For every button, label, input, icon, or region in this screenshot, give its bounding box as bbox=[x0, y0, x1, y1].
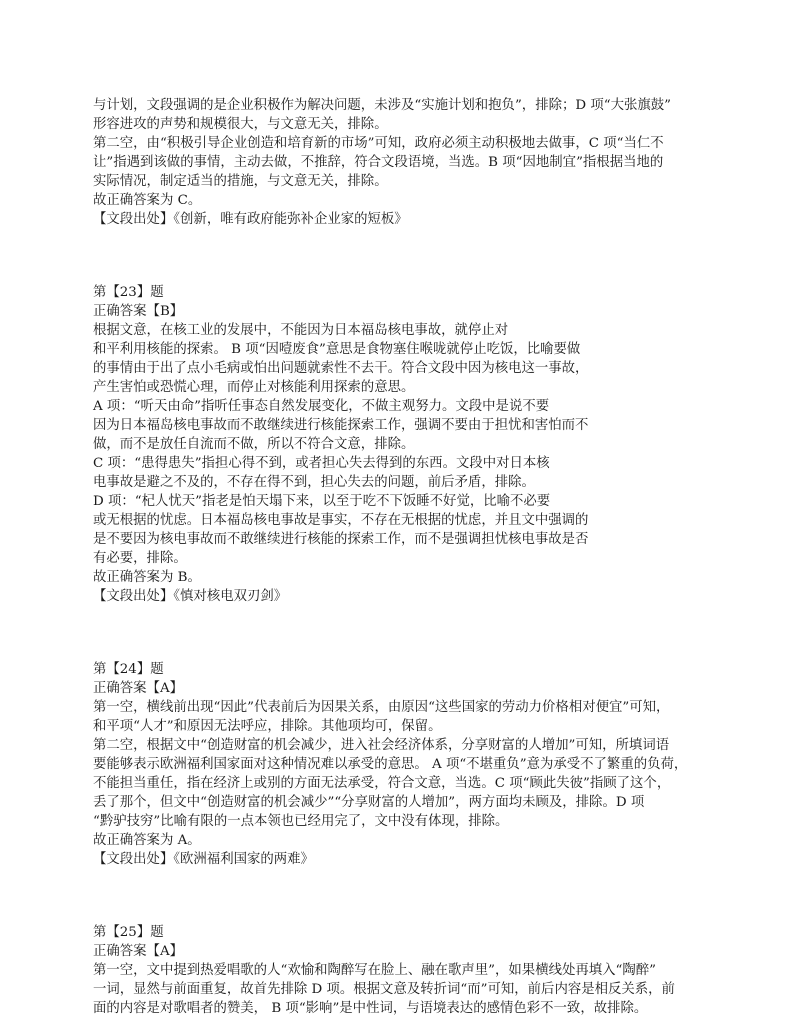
intro-line: 与计划，文段强调的是企业积极作为解决问题，未涉及“实施计划和抱负”，排除；D 项“大张旗鼓” bbox=[93, 98, 671, 113]
question-23-line: 做，而不是放任自流而不做，所以不符合文意，排除。 bbox=[93, 437, 415, 452]
question-23-correct-answer: 正确答案【B】 bbox=[93, 304, 184, 319]
question-24-source: 【文段出处】《欧洲福利国家的两难》 bbox=[93, 852, 314, 867]
question-23-line: 产生害怕或恐慌心理，而停止对核能利用探索的意思。 bbox=[93, 380, 415, 395]
intro-source: 【文段出处】《创新，唯有政府能弥补企业家的短板》 bbox=[93, 212, 408, 227]
question-23-title: 第【23】题 bbox=[93, 285, 164, 300]
question-23-line: D 项：“杞人忧天”指老是怕天塌下来，以至于吃不下饭睡不好觉，比喻不必要 bbox=[93, 494, 551, 509]
question-24-correct-answer: 正确答案【A】 bbox=[93, 681, 184, 696]
question-25-section bbox=[93, 923, 733, 1018]
intro-section bbox=[93, 96, 733, 229]
question-24-line: 不能担当重任，指在经济上或别的方面无法承受，符合文意，当选。C 项“顾此失彼”指顾了这个， bbox=[93, 776, 671, 791]
question-23-line: 因为日本福岛核电事故而不敢继续进行核能探索工作，强调不要由于担忧和害怕而不 bbox=[93, 418, 589, 433]
question-23-line: C 项：“患得患失”指担心得不到，或者担心失去得到的东西。文段中对日本核 bbox=[93, 456, 550, 471]
question-23-line: 是不要因为核电事故而不敢继续进行核能的探索工作，而不是强调担忧核电事故是否 bbox=[93, 532, 589, 547]
question-25-line: 一词，显然与前面重复，故首先排除 D 项。根据文意及转折词“而”可知，前后内容是相反关系，前 bbox=[93, 982, 675, 997]
intro-line: 实际情况，制定适当的措施，与文意无关，排除。 bbox=[93, 174, 388, 189]
question-23-source: 【文段出处】《慎对核电双刃剑》 bbox=[93, 589, 288, 604]
question-25-line: 面的内容是对歌唱者的赞美， B 项“影响”是中性词，与语境表达的感情色彩不一致，故排除。 bbox=[93, 1001, 648, 1016]
question-25-title: 第【25】题 bbox=[93, 925, 164, 940]
question-23-line: 根据文意，在核工业的发展中，不能因为日本福岛核电事故，就停止对 bbox=[93, 323, 509, 338]
question-24-line: “黔驴技穷”比喻有限的一点本领也已经用完了，文中没有体现，排除。 bbox=[93, 814, 509, 829]
question-23-line: 电事故是避之不及的，不存在得不到，担心失去的问题，前后矛盾，排除。 bbox=[93, 475, 535, 490]
answer-explanations-page bbox=[93, 96, 733, 1018]
question-24-answer: 故正确答案为 A。 bbox=[93, 833, 201, 848]
intro-line: 让”指遇到该做的事情，主动去做，不推辞，符合文段语境，当选。B 项“因地制宜”指根据当地的 bbox=[93, 155, 664, 170]
question-23-line: A 项：“听天由命”指听任事态自然发展变化，不做主观努力。文段中是说不要 bbox=[93, 399, 550, 414]
question-23-line: 的事情由于出了点小毛病或怕出问题就索性不去干。符合文段中因为核电这一事故， bbox=[93, 361, 589, 376]
question-24-line: 第二空，根据文中“创造财富的机会减少，进入社会经济体系，分享财富的人增加”可知，所填词语 bbox=[93, 738, 670, 753]
question-24-line: 丢了那个，但文中“创造财富的机会减少”“分享财富的人增加”，两方面均未顾及，排除。D 项 bbox=[93, 795, 645, 810]
question-25-correct-answer: 正确答案【A】 bbox=[93, 944, 184, 959]
question-24-line: 和平项“人才”和原因无法呼应，排除。其他项均可，保留。 bbox=[93, 719, 442, 734]
question-23-section bbox=[93, 283, 733, 606]
question-24-title: 第【24】题 bbox=[93, 662, 164, 677]
question-23-line: 或无根据的忧虑。日本福岛核电事故是事实，不存在无根据的忧虑，并且文中强调的 bbox=[93, 513, 589, 528]
intro-line: 形容进攻的声势和规模很大，与文意无关，排除。 bbox=[93, 117, 388, 132]
question-24-line: 要能够表示欧洲福利国家面对这种情况难以承受的意思。 A 项“不堪重负”意为承受不了繁重的负荷， bbox=[93, 757, 688, 772]
question-25-line: 第一空，文中提到热爱唱歌的人“欢愉和陶醉写在脸上、融在歌声里”，如果横线处再填入“陶醉” bbox=[93, 963, 657, 978]
intro-line: 第二空，由“积极引导企业创造和培育新的市场”可知，政府必须主动积极地去做事，C 项“当仁不 bbox=[93, 136, 664, 151]
question-23-line: 有必要，排除。 bbox=[93, 551, 187, 566]
question-23-answer: 故正确答案为 B。 bbox=[93, 570, 201, 585]
question-24-line: 第一空，横线前出现“因此”代表前后为因果关系，由原因“这些国家的劳动力价格相对便宜”可知， bbox=[93, 700, 670, 715]
question-23-line: 和平利用核能的探索。 B 项“因噎废食”意思是食物塞住喉咙就停止吃饭，比喻要做 bbox=[93, 342, 581, 357]
intro-answer: 故正确答案为 C。 bbox=[93, 193, 202, 208]
question-24-section bbox=[93, 660, 733, 869]
